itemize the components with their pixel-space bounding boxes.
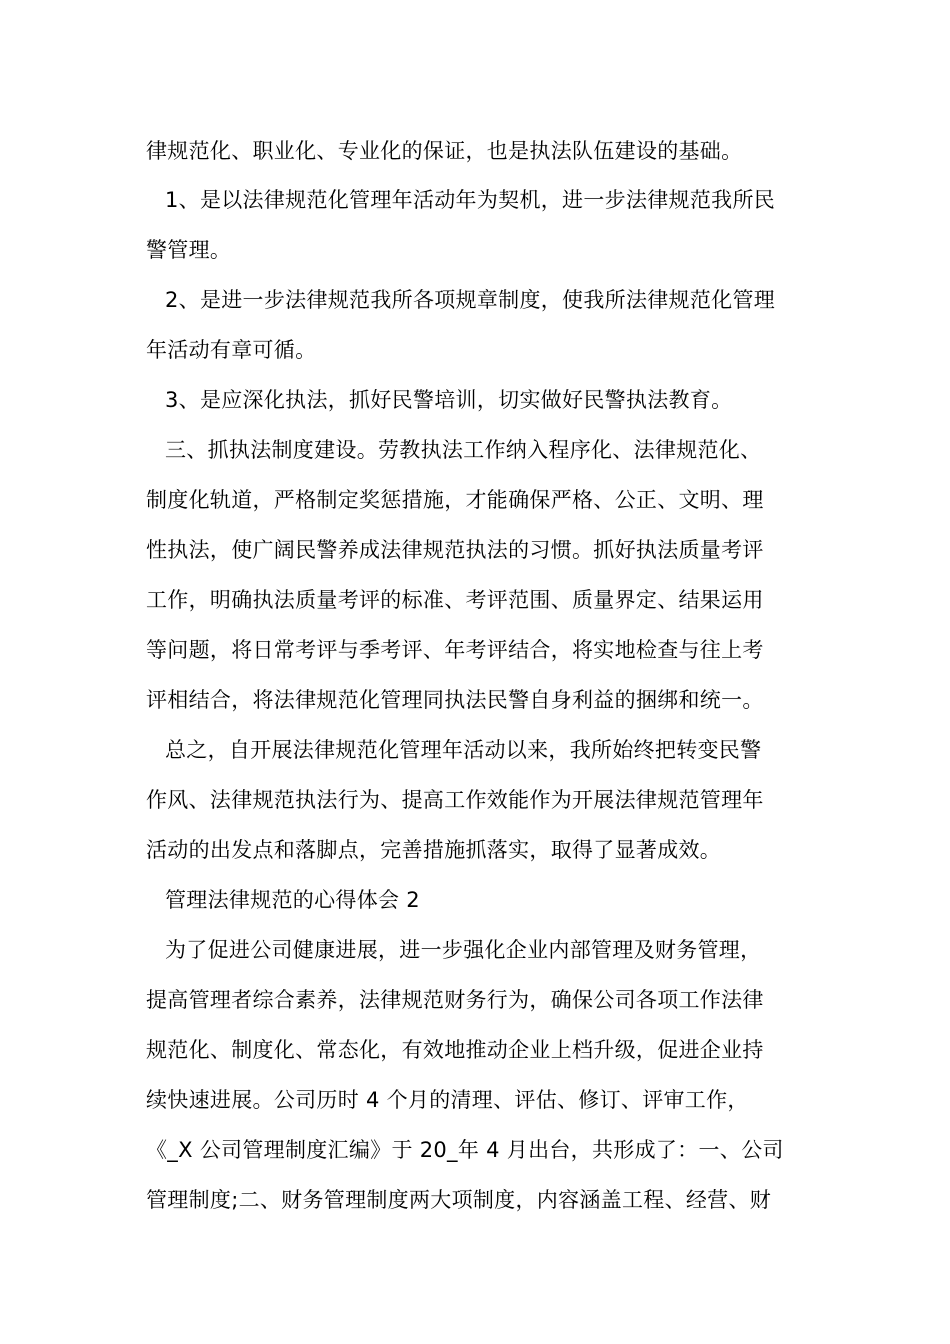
text-line: 警管理。 <box>146 238 232 262</box>
text-line: 年活动有章可循。 <box>146 338 317 362</box>
text-line: 作风、法律规范执法行为、提高工作效能作为开展法律规范管理年 <box>146 788 764 812</box>
text-line: 提高管理者综合素养，法律规范财务行为，确保公司各项工作法律 <box>146 988 764 1012</box>
text-line: 性执法，使广阔民警养成法律规范执法的习惯。抓好执法质量考评 <box>146 538 764 562</box>
text-line: 等问题，将日常考评与季考评、年考评结合，将实地检查与往上考 <box>146 638 764 662</box>
text-line: 续快速进展。公司历时 4 个月的清理、评估、修订、评审工作， <box>146 1088 749 1112</box>
section-heading: 管理法律规范的心得体会 2 <box>165 888 420 912</box>
text-line: 为了促进公司健康进展，进一步强化企业内部管理及财务管理， <box>165 938 762 962</box>
text-line: 制度化轨道，严格制定奖惩措施，才能确保严格、公正、文明、理 <box>146 488 764 512</box>
text-line: 《_X 公司管理制度汇编》于 20_年 4 月出台，共形成了：一、公司 <box>146 1138 784 1162</box>
text-line: 活动的出发点和落脚点，完善措施抓落实，取得了显著成效。 <box>146 838 722 862</box>
text-line: 律规范化、职业化、专业化的保证，也是执法队伍建设的基础。 <box>146 139 743 163</box>
text-line: 工作，明确执法质量考评的标准、考评范围、质量界定、结果运用 <box>146 588 764 612</box>
text-line: 三、抓执法制度建设。劳教执法工作纳入程序化、法律规范化、 <box>165 438 762 462</box>
text-line: 1、是以法律规范化管理年活动年为契机，进一步法律规范我所民 <box>165 188 776 212</box>
text-line: 规范化、制度化、常态化，有效地推动企业上档升级，促进企业持 <box>146 1038 764 1062</box>
text-line: 总之，自开展法律规范化管理年活动以来，我所始终把转变民警 <box>165 738 762 762</box>
text-line: 3、是应深化执法，抓好民警培训，切实做好民警执法教育。 <box>165 388 733 412</box>
text-line: 2、是进一步法律规范我所各项规章制度，使我所法律规范化管理 <box>165 288 776 312</box>
text-line: 评相结合，将法律规范化管理同执法民警自身利益的捆绑和统一。 <box>146 688 764 712</box>
text-line: 管理制度;二、财务管理制度两大项制度，内容涵盖工程、经营、财 <box>146 1188 772 1212</box>
